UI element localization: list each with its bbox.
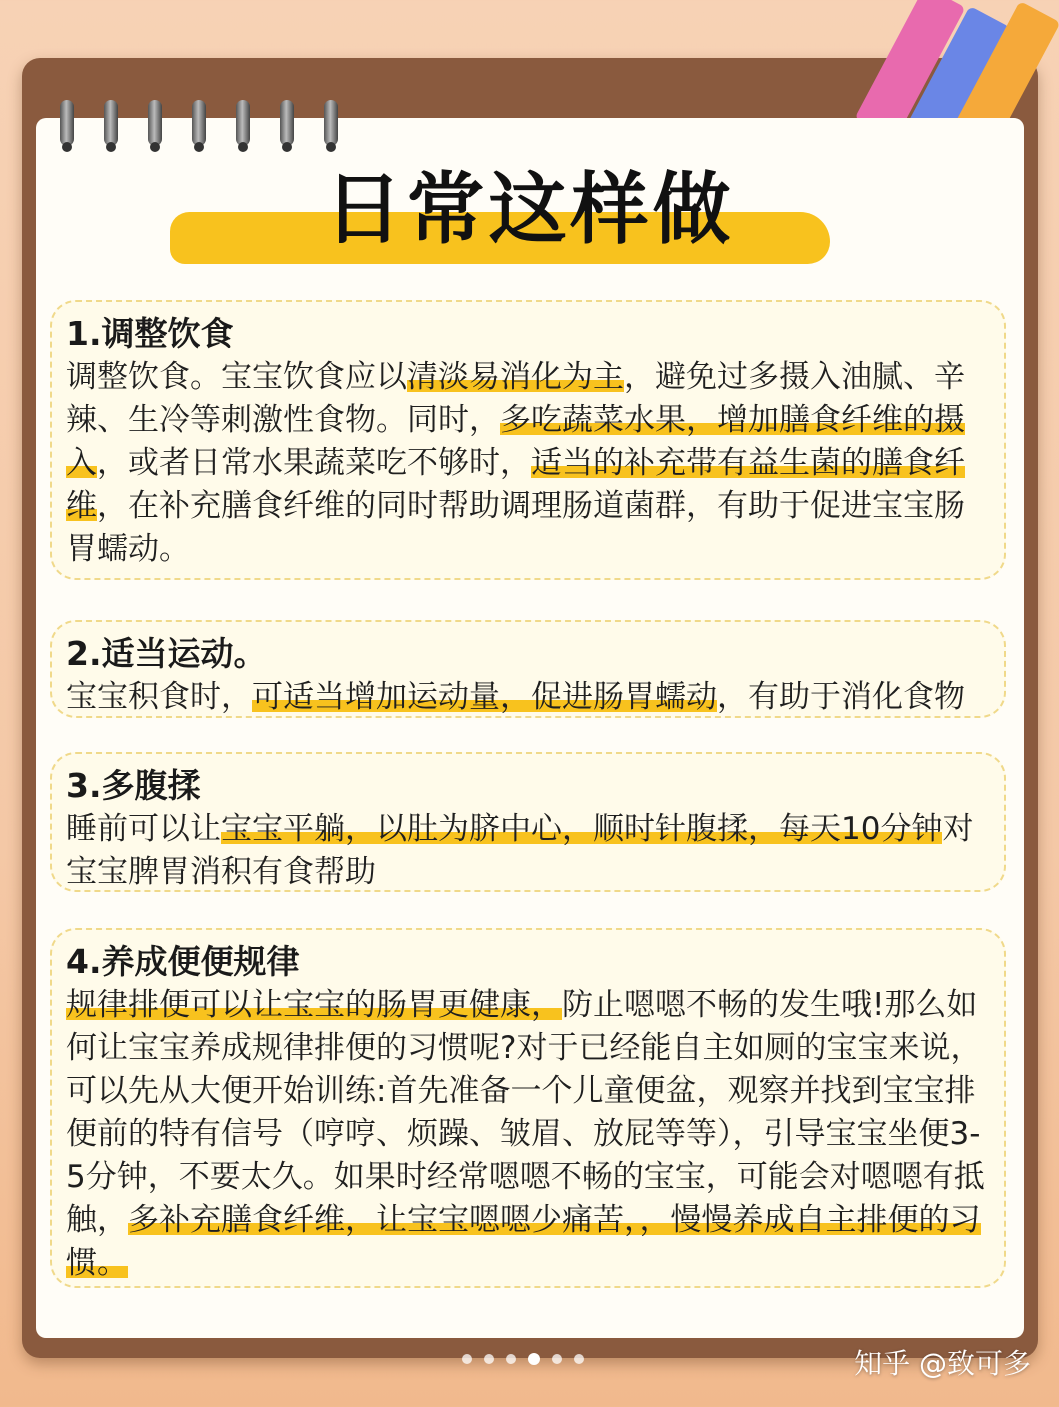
page-dot-active[interactable] — [528, 1353, 540, 1365]
body-text: 对宝宝脾胃消积有食帮助 — [66, 811, 974, 890]
highlighted-text: 宝宝平躺，以肚为脐中心，顺时针腹揉，每天10分钟 — [221, 811, 943, 847]
body-text: 宝宝积食时， — [66, 679, 252, 715]
ring-icon — [60, 100, 74, 146]
body-text: 调整饮食。宝宝饮食应以 — [66, 359, 407, 395]
title-area — [0, 160, 1059, 270]
ring-icon — [280, 100, 294, 146]
body-text: 防止嗯嗯不畅的发生哦!那么如何让宝宝养成规律排便的习惯呢?对于已经能自主如厕的宝宝来说，可以先从大便开始训练:首先准备一个儿童便盆，观察并找到宝宝排便前的特有信号（哼哼、烦躁、皱眉、放屁等等），引导宝宝坐便3-5分钟，不要太久。如果时经常嗯嗯不畅的宝宝，可能会对嗯嗯有抵触， — [66, 987, 985, 1238]
page-title: 日常这样做 — [324, 165, 735, 255]
page-dot[interactable] — [574, 1354, 584, 1364]
page-dot[interactable] — [484, 1354, 494, 1364]
section-card-routine — [50, 928, 1006, 1288]
section-card-diet — [50, 300, 1006, 580]
ring-icon — [236, 100, 250, 146]
section-card-massage — [50, 752, 1006, 892]
section-heading: 1.调整饮食 — [66, 314, 234, 353]
ring-icon — [104, 100, 118, 146]
body-text: ，有助于消化食物 — [717, 679, 965, 715]
ring-icon — [148, 100, 162, 146]
highlighted-text: 适当的补充带有益生菌的膳食纤维 — [66, 445, 965, 524]
section-heading: 4.养成便便规律 — [66, 942, 300, 981]
body-text: 睡前可以让 — [66, 811, 221, 847]
section-body — [66, 808, 990, 894]
watermark: 知乎 @致可多 — [854, 1347, 1031, 1380]
highlighted-text: 多吃蔬菜水果，增加膳食纤维的摄入 — [66, 402, 965, 481]
page-dot[interactable] — [552, 1354, 562, 1364]
ring-icon — [324, 100, 338, 146]
body-text: ，避免过多摄入油腻、辛辣、生冷等刺激性食物。同时， — [66, 359, 965, 438]
section-body — [66, 984, 990, 1285]
highlighted-text: 多补充膳食纤维，让宝宝嗯嗯少痛苦，，慢慢养成自主排便的习惯。 — [66, 1202, 981, 1281]
highlighted-text: 可适当增加运动量，促进肠胃蠕动 — [252, 679, 717, 715]
body-text: ，或者日常水果蔬菜吃不够时， — [97, 445, 531, 481]
spiral-rings — [60, 100, 338, 146]
section-heading: 3.多腹揉 — [66, 766, 201, 805]
body-text: ，在补充膳食纤维的同时帮助调理肠道菌群，有助于促进宝宝肠胃蠕动。 — [66, 488, 965, 567]
section-body — [66, 356, 990, 571]
highlighted-text: 清淡易消化为主 — [407, 359, 624, 395]
ring-icon — [192, 100, 206, 146]
carousel-pagination — [462, 1354, 584, 1365]
page-dot[interactable] — [462, 1354, 472, 1364]
section-card-exercise — [50, 620, 1006, 718]
section-heading: 2.适当运动。 — [66, 634, 267, 673]
section-body — [66, 676, 990, 719]
page-dot[interactable] — [506, 1354, 516, 1364]
highlighted-text: 规律排便可以让宝宝的肠胃更健康， — [66, 987, 562, 1023]
